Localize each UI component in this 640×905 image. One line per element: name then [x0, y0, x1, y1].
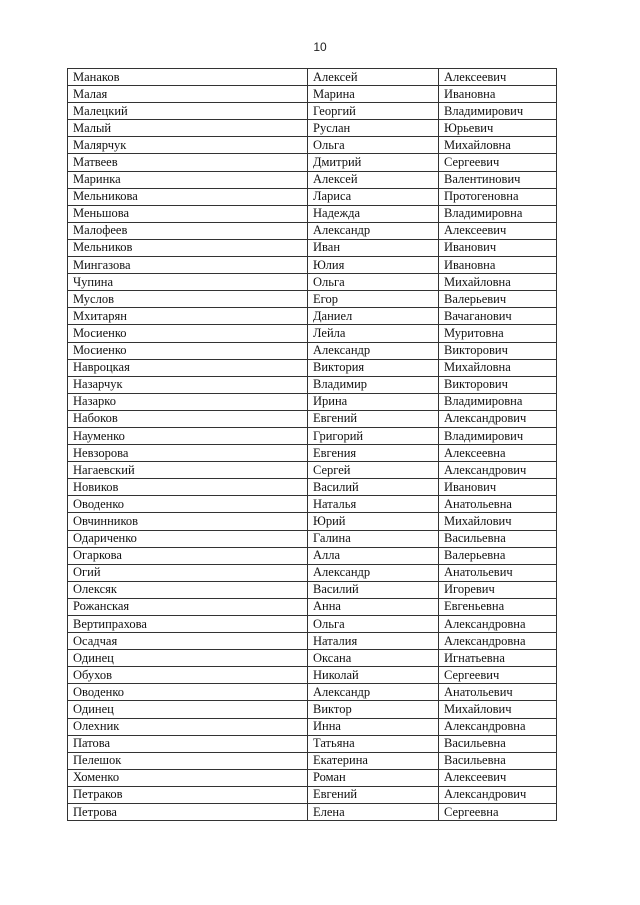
first-name-cell: Роман — [308, 769, 439, 786]
first-name-cell: Евгений — [308, 410, 439, 427]
table-row — [68, 513, 557, 530]
table-row — [68, 786, 557, 803]
first-name-cell: Василий — [308, 479, 439, 496]
patronymic-cell: Анатольевич — [439, 564, 557, 581]
surname-cell: Навроцкая — [68, 359, 308, 376]
table-row — [68, 291, 557, 308]
first-name-cell: Сергей — [308, 462, 439, 479]
table-row — [68, 684, 557, 701]
surname-cell: Чупина — [68, 274, 308, 291]
first-name-cell: Виктор — [308, 701, 439, 718]
patronymic-cell: Протогеновна — [439, 188, 557, 205]
first-name-cell: Александр — [308, 342, 439, 359]
table-row — [68, 137, 557, 154]
patronymic-cell: Иванович — [439, 479, 557, 496]
patronymic-cell: Алексеевич — [439, 69, 557, 86]
patronymic-cell: Александрович — [439, 786, 557, 803]
patronymic-cell: Викторович — [439, 342, 557, 359]
first-name-cell: Николай — [308, 667, 439, 684]
table-row — [68, 496, 557, 513]
first-name-cell: Надежда — [308, 205, 439, 222]
surname-cell: Малецкий — [68, 103, 308, 120]
surname-cell: Набоков — [68, 410, 308, 427]
table-row — [68, 103, 557, 120]
patronymic-cell: Юрьевич — [439, 120, 557, 137]
patronymic-cell: Иванович — [439, 239, 557, 256]
patronymic-cell: Викторович — [439, 376, 557, 393]
patronymic-cell: Александрович — [439, 410, 557, 427]
surname-cell: Мельникова — [68, 188, 308, 205]
table-row — [68, 581, 557, 598]
first-name-cell: Ольга — [308, 274, 439, 291]
patronymic-cell: Владимирович — [439, 427, 557, 444]
first-name-cell: Ирина — [308, 393, 439, 410]
surname-cell: Огий — [68, 564, 308, 581]
patronymic-cell: Александровна — [439, 616, 557, 633]
surname-cell: Муслов — [68, 291, 308, 308]
first-name-cell: Иван — [308, 239, 439, 256]
surname-cell: Невзорова — [68, 445, 308, 462]
patronymic-cell: Валентинович — [439, 171, 557, 188]
table-row — [68, 342, 557, 359]
patronymic-cell: Михайловна — [439, 274, 557, 291]
patronymic-cell: Игнатьевна — [439, 650, 557, 667]
patronymic-cell: Александровна — [439, 633, 557, 650]
first-name-cell: Виктория — [308, 359, 439, 376]
surname-cell: Науменко — [68, 427, 308, 444]
table-row — [68, 239, 557, 256]
patronymic-cell: Александровна — [439, 718, 557, 735]
patronymic-cell: Владимировна — [439, 393, 557, 410]
surname-cell: Одинец — [68, 650, 308, 667]
surname-cell: Олехник — [68, 718, 308, 735]
patronymic-cell: Анатольевич — [439, 684, 557, 701]
patronymic-cell: Михайлович — [439, 513, 557, 530]
table-row — [68, 171, 557, 188]
surname-cell: Мосиенко — [68, 325, 308, 342]
first-name-cell: Татьяна — [308, 735, 439, 752]
surname-cell: Огаркова — [68, 547, 308, 564]
surname-cell: Мосиенко — [68, 342, 308, 359]
table-row — [68, 222, 557, 239]
patronymic-cell: Михайловна — [439, 359, 557, 376]
first-name-cell: Руслан — [308, 120, 439, 137]
first-name-cell: Юлия — [308, 257, 439, 274]
surname-cell: Патова — [68, 735, 308, 752]
table-row — [68, 650, 557, 667]
patronymic-cell: Игоревич — [439, 581, 557, 598]
first-name-cell: Александр — [308, 684, 439, 701]
first-name-cell: Григорий — [308, 427, 439, 444]
patronymic-cell: Анатольевна — [439, 496, 557, 513]
patronymic-cell: Евгеньевна — [439, 598, 557, 615]
table-row — [68, 718, 557, 735]
patronymic-cell: Валерьевич — [439, 291, 557, 308]
first-name-cell: Евгения — [308, 445, 439, 462]
first-name-cell: Инна — [308, 718, 439, 735]
table-row — [68, 445, 557, 462]
table-row — [68, 616, 557, 633]
first-name-cell: Лариса — [308, 188, 439, 205]
patronymic-cell: Сергеевич — [439, 667, 557, 684]
surname-cell: Одинец — [68, 701, 308, 718]
table-row — [68, 462, 557, 479]
first-name-cell: Ольга — [308, 137, 439, 154]
patronymic-cell: Алексеевич — [439, 769, 557, 786]
table-row — [68, 735, 557, 752]
surname-cell: Петраков — [68, 786, 308, 803]
table-row — [68, 69, 557, 86]
surname-cell: Рожанская — [68, 598, 308, 615]
patronymic-cell: Александрович — [439, 462, 557, 479]
table-row — [68, 188, 557, 205]
table-row — [68, 633, 557, 650]
table-row — [68, 667, 557, 684]
first-name-cell: Дмитрий — [308, 154, 439, 171]
table-row — [68, 701, 557, 718]
first-name-cell: Оксана — [308, 650, 439, 667]
first-name-cell: Алексей — [308, 171, 439, 188]
surname-cell: Мхитарян — [68, 308, 308, 325]
first-name-cell: Даниел — [308, 308, 439, 325]
first-name-cell: Юрий — [308, 513, 439, 530]
first-name-cell: Василий — [308, 581, 439, 598]
first-name-cell: Наталия — [308, 633, 439, 650]
table-row — [68, 564, 557, 581]
table-row — [68, 530, 557, 547]
first-name-cell: Галина — [308, 530, 439, 547]
surname-cell: Нагаевский — [68, 462, 308, 479]
first-name-cell: Анна — [308, 598, 439, 615]
table-row — [68, 752, 557, 769]
surname-cell: Пелешок — [68, 752, 308, 769]
table-row — [68, 769, 557, 786]
first-name-cell: Владимир — [308, 376, 439, 393]
surname-cell: Малофеев — [68, 222, 308, 239]
surname-cell: Малая — [68, 86, 308, 103]
patronymic-cell: Васильевна — [439, 735, 557, 752]
surname-cell: Обухов — [68, 667, 308, 684]
surname-cell: Вертипрахова — [68, 616, 308, 633]
first-name-cell: Марина — [308, 86, 439, 103]
first-name-cell: Егор — [308, 291, 439, 308]
page-number: 10 — [313, 40, 327, 54]
patronymic-cell: Сергеевна — [439, 804, 557, 821]
first-name-cell: Лейла — [308, 325, 439, 342]
table-row — [68, 427, 557, 444]
surname-cell: Назарчук — [68, 376, 308, 393]
surname-cell: Олексяк — [68, 581, 308, 598]
first-name-cell: Наталья — [308, 496, 439, 513]
table-row — [68, 257, 557, 274]
first-name-cell: Елена — [308, 804, 439, 821]
table-row — [68, 359, 557, 376]
table-row — [68, 804, 557, 821]
surname-cell: Мельников — [68, 239, 308, 256]
surname-cell: Назарко — [68, 393, 308, 410]
patronymic-cell: Васильевна — [439, 530, 557, 547]
patronymic-cell: Алексеевна — [439, 445, 557, 462]
table-row — [68, 308, 557, 325]
table-row — [68, 274, 557, 291]
names-table — [67, 68, 557, 821]
surname-cell: Петрова — [68, 804, 308, 821]
first-name-cell: Екатерина — [308, 752, 439, 769]
surname-cell: Оводенко — [68, 684, 308, 701]
surname-cell: Одариченко — [68, 530, 308, 547]
patronymic-cell: Владимирович — [439, 103, 557, 120]
names-table-body — [68, 69, 557, 821]
table-row — [68, 376, 557, 393]
patronymic-cell: Ивановна — [439, 257, 557, 274]
first-name-cell: Алла — [308, 547, 439, 564]
surname-cell: Овчинников — [68, 513, 308, 530]
table-row — [68, 205, 557, 222]
surname-cell: Маринка — [68, 171, 308, 188]
table-row — [68, 598, 557, 615]
surname-cell: Матвеев — [68, 154, 308, 171]
table-row — [68, 154, 557, 171]
patronymic-cell: Муритовна — [439, 325, 557, 342]
first-name-cell: Александр — [308, 222, 439, 239]
surname-cell: Осадчая — [68, 633, 308, 650]
surname-cell: Мингазова — [68, 257, 308, 274]
patronymic-cell: Сергеевич — [439, 154, 557, 171]
patronymic-cell: Вачаганович — [439, 308, 557, 325]
patronymic-cell: Васильевна — [439, 752, 557, 769]
surname-cell: Хоменко — [68, 769, 308, 786]
surname-cell: Манаков — [68, 69, 308, 86]
first-name-cell: Ольга — [308, 616, 439, 633]
first-name-cell: Георгий — [308, 103, 439, 120]
table-row — [68, 479, 557, 496]
surname-cell: Малярчук — [68, 137, 308, 154]
table-row — [68, 410, 557, 427]
surname-cell: Малый — [68, 120, 308, 137]
table-row — [68, 325, 557, 342]
patronymic-cell: Валерьевна — [439, 547, 557, 564]
table-row — [68, 547, 557, 564]
surname-cell: Оводенко — [68, 496, 308, 513]
patronymic-cell: Владимировна — [439, 205, 557, 222]
first-name-cell: Алексей — [308, 69, 439, 86]
patronymic-cell: Алексеевич — [439, 222, 557, 239]
patronymic-cell: Михайлович — [439, 701, 557, 718]
patronymic-cell: Михайловна — [439, 137, 557, 154]
first-name-cell: Александр — [308, 564, 439, 581]
first-name-cell: Евгений — [308, 786, 439, 803]
table-row — [68, 120, 557, 137]
table-row — [68, 86, 557, 103]
surname-cell: Меньшова — [68, 205, 308, 222]
patronymic-cell: Ивановна — [439, 86, 557, 103]
surname-cell: Новиков — [68, 479, 308, 496]
table-row — [68, 393, 557, 410]
